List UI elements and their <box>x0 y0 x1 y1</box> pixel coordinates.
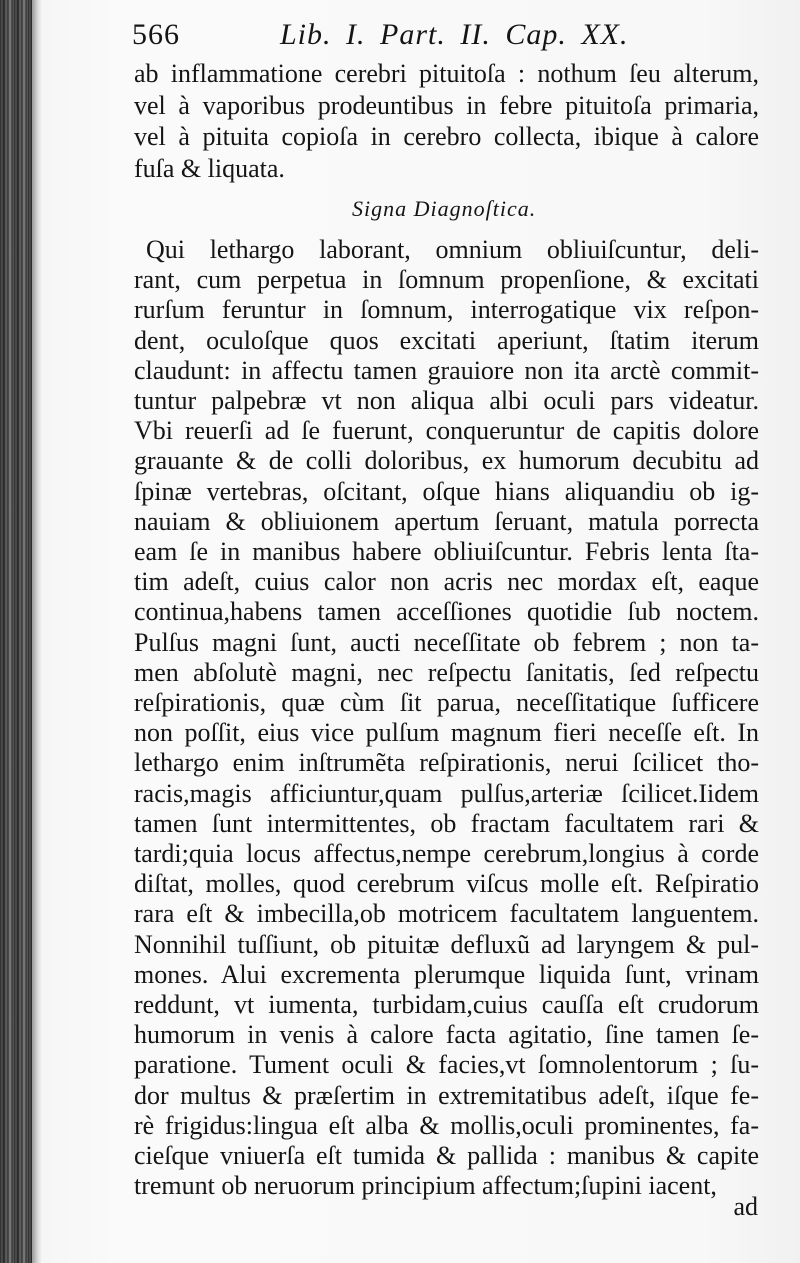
text-line: fuſa & liquata. <box>134 153 285 183</box>
text-line: tim adeſt, cuius calor non acris nec mordax eſt, eaque <box>134 567 759 597</box>
text-line: eam ſe in manibus habere obliuiſcuntur. Febris lenta ſta- <box>134 537 759 566</box>
text-line: reddunt, vt iumenta, turbidam,cuius cauſſa eſt crudorum <box>134 990 759 1019</box>
text-line: Pulſus magni ſunt, aucti neceſſitate ob febrem ; non ta- <box>134 627 759 657</box>
text-line: Nonnihil tuſſiunt, ob pituitæ defluxũ ad laryngem & pul- <box>134 929 759 959</box>
gutter-shadow <box>32 0 42 1263</box>
running-title: Lib. I. Part. II. Cap. XX. <box>280 18 629 51</box>
text-line: ſpinæ vertebras, oſcitant, oſque hians aliquandiu ob ig- <box>134 476 759 506</box>
page-number: 566 <box>132 18 180 51</box>
text-line: tardi;quia locus affectus,nempe cerebrum,longius à corde <box>134 839 759 868</box>
paragraph-intro <box>134 57 759 183</box>
text-line: lethargo enim inſtrumẽta reſpirationis, nerui ſcilicet tho- <box>134 748 759 778</box>
text-line: diſtat, molles, quod cerebrum viſcus molle eſt. Reſpiratio <box>134 869 759 899</box>
text-line: rurſum feruntur in ſomnum, interrogatique vix reſpon- <box>134 295 759 325</box>
text-line: rara eſt & imbecilla,ob motricem facultatem languentem. <box>134 899 759 929</box>
text-line: Qui lethargo laborant, omnium obliuiſcuntur, deli- <box>146 235 759 264</box>
text-line: dor multus & præſertim in extremitatibus adeſt, iſque fe- <box>134 1080 759 1110</box>
text-line: men abſolutè magni, nec reſpectu ſanitatis, ſed reſpectu <box>134 657 759 687</box>
text-line: claudunt: in affectu tamen grauiore non ita arctè commit- <box>134 355 759 385</box>
catchword: ad <box>733 1192 758 1221</box>
text-line: dent, oculoſque quos excitati aperiunt, ſtatim iterum <box>134 325 759 355</box>
text-line: rant, cum perpetua in ſomnum propenſione, & excitati <box>134 265 759 295</box>
section-heading: Signa Diagnoſtica. <box>352 196 537 221</box>
text-line: cieſque vniuerſa eſt tumida & pallida : manibus & capite <box>134 1141 759 1170</box>
text-line: vel à pituita copioſa in cerebro collecta, ibique à calore <box>134 122 759 151</box>
book-spine-binding <box>0 0 32 1263</box>
text-line: nauiam & obliuionem apertum ſeruant, matula porrecta <box>134 506 759 536</box>
paragraph-signa-diagnostica <box>134 233 759 1199</box>
text-line: vel à vaporibus prodeuntibus in febre pituitoſa primaria, <box>134 90 759 120</box>
running-header <box>132 18 752 62</box>
text-line: grauante & de colli doloribus, ex humorum decubitu ad <box>134 446 759 476</box>
text-line: continua,habens tamen acceſſiones quotidie ſub noctem. <box>134 597 759 627</box>
text-line: non poſſit, eius vice pulſum magnum fieri neceſſe eſt. In <box>134 718 759 748</box>
text-line: Vbi reuerſi ad ſe fuerunt, conqueruntur de capitis dolore <box>134 416 759 446</box>
text-line: ab inflammatione cerebri pituitoſa : nothum ſeu alterum, <box>134 59 759 88</box>
text-line: rè frigidus:lingua eſt alba & mollis,oculi prominentes, fa- <box>134 1110 759 1140</box>
text-line: racis,magis afficiuntur,quam pulſus,arteriæ ſcilicet.Iidem <box>134 778 759 808</box>
text-line: tamen ſunt intermittentes, ob fractam facultatem rari & <box>134 808 759 838</box>
text-line: tuntur palpebræ vt non aliqua albi oculi pars videatur. <box>134 386 759 415</box>
text-line: tremunt ob neruorum principium affectum;ſupini iacent, <box>134 1171 717 1201</box>
text-line: paratione. Tument oculi & facies,vt ſomnolentorum ; ſu- <box>134 1050 759 1080</box>
text-line: mones. Alui excrementa plerumque liquida ſunt, vrinam <box>134 959 759 989</box>
text-line: humorum in venis à calore facta agitatio, ſine tamen ſe- <box>134 1020 759 1050</box>
text-line: reſpirationis, quæ cùm ſit parua, neceſſitatique ſufficere <box>134 688 759 717</box>
